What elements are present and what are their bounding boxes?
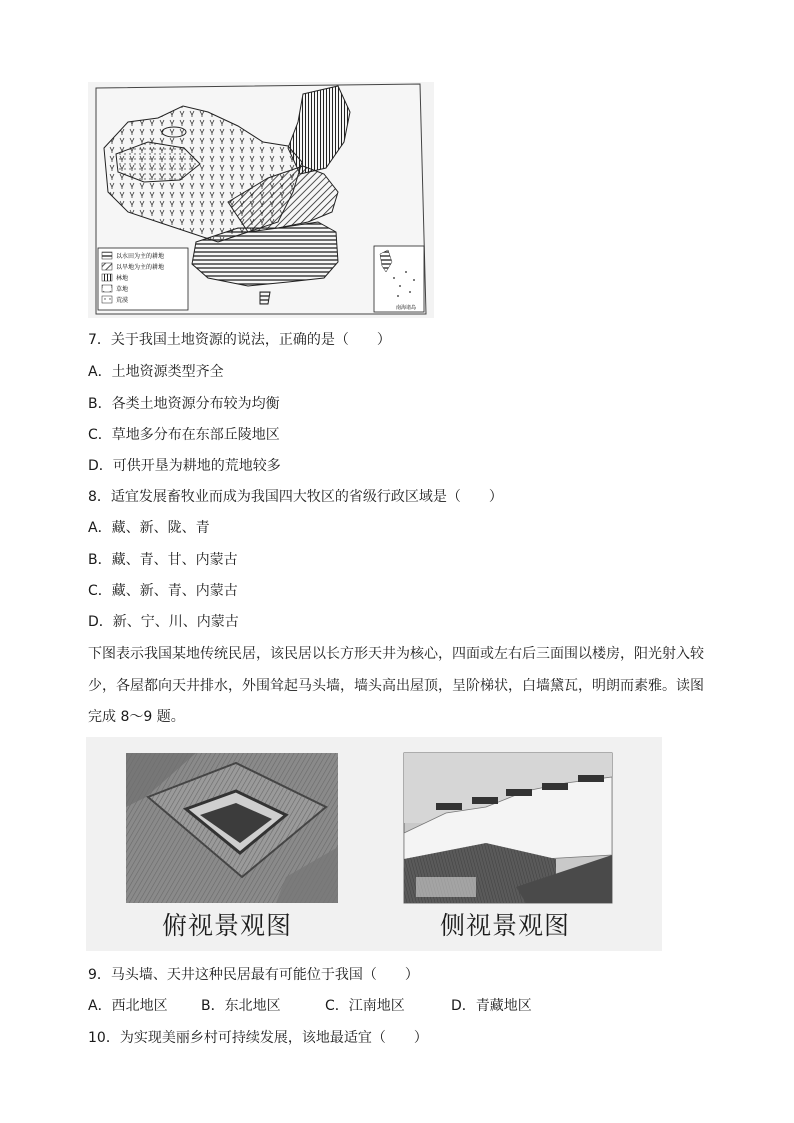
question-8-option-c[interactable]: C．藏、新、青、内蒙古 — [88, 583, 238, 599]
reading-passage: 下图表示我国某地传统民居，该民居以长方形天井为核心，四面或左右后三面围以楼房，阳光射入较少，各屋都向天井排水，外围耸起马头墙，墙头高出屋顶，呈阶梯状，白墙黛瓦，明朗而素雅。读图完成 8～9 题。 — [88, 646, 704, 725]
question-8-option-b[interactable]: B．藏、青、甘、内蒙古 — [88, 552, 238, 568]
side-view-caption: 侧视景观图 — [440, 911, 571, 940]
question-8-option-a[interactable]: A．藏、新、陇、青 — [88, 520, 210, 536]
question-7-option-a[interactable]: A．土地资源类型齐全 — [88, 364, 224, 380]
question-7-option-b[interactable]: B．各类土地资源分布较为均衡 — [88, 396, 280, 412]
question-7-option-c[interactable]: C．草地多分布在东部丘陵地区 — [88, 427, 280, 443]
dwelling-photos-figure — [86, 737, 662, 951]
legend-label: 以旱地为主的耕地 — [116, 264, 165, 271]
question-9-option-c[interactable]: C．江南地区 — [325, 998, 405, 1014]
question-9-option-b[interactable]: B．东北地区 — [201, 998, 281, 1014]
question-9-stem: 9．马头墙、天井这种民居最有可能位于我国（ ） — [88, 967, 419, 983]
legend-label: 荒漠 — [116, 297, 129, 304]
legend-label: 草地 — [116, 286, 129, 293]
legend-label: 以水田为主的耕地 — [116, 253, 165, 260]
legend-label: 林地 — [116, 275, 129, 282]
question-9-option-a[interactable]: A．西北地区 — [88, 998, 168, 1014]
side-view-photo — [404, 753, 612, 903]
top-view-caption: 俯视景观图 — [162, 911, 293, 940]
land-use-map-figure — [88, 82, 434, 318]
question-7-option-d[interactable]: D．可供开垦为耕地的荒地较多 — [88, 458, 281, 474]
question-7-stem: 7．关于我国土地资源的说法，正确的是（ ） — [88, 332, 391, 348]
question-10-stem: 10．为实现美丽乡村可持续发展，该地最适宜（ ） — [88, 1030, 428, 1046]
question-8-stem: 8．适宜发展畜牧业而成为我国四大牧区的省级行政区域是（ ） — [88, 489, 503, 505]
question-9-option-d[interactable]: D．青藏地区 — [451, 998, 532, 1014]
china-land-use-map — [88, 82, 434, 318]
question-8-option-d[interactable]: D．新、宁、川、内蒙古 — [88, 614, 239, 630]
inset-label: 南海诸岛 — [395, 305, 417, 311]
top-view-photo — [126, 753, 338, 903]
